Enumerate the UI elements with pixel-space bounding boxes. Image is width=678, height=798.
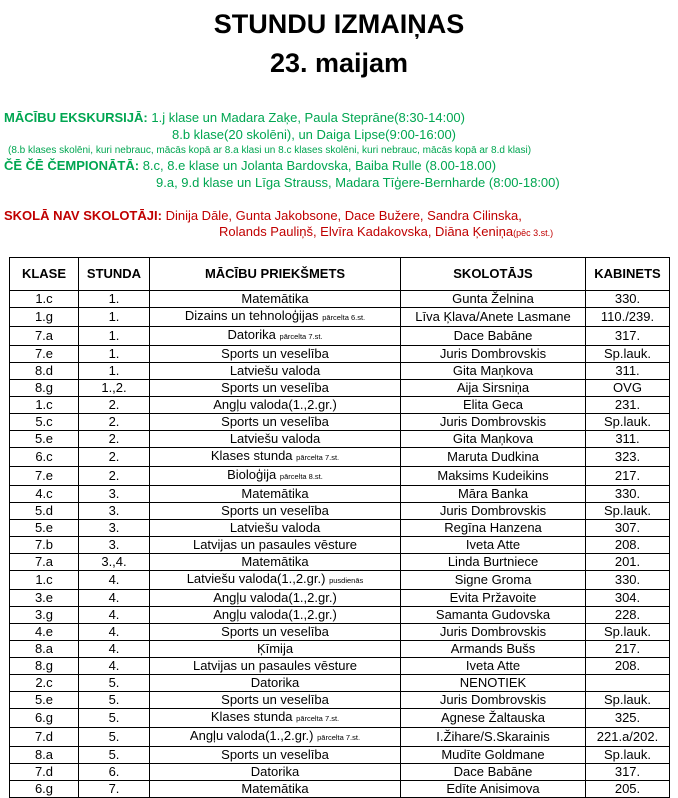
absent-text-1: Dinija Dāle, Gunta Jakobsone, Dace Bužere, Sandra Cilinska, (165, 208, 522, 223)
cell-stunda: 2. (79, 467, 150, 486)
subject-text: Klases stunda (210, 448, 293, 463)
cell-subject (150, 728, 401, 747)
subject-text: Sports un veselība (221, 414, 329, 429)
cell-stunda: 6. (79, 764, 150, 781)
cell-klase: 5.c (10, 414, 79, 431)
cell-klase: 2.c (10, 675, 79, 692)
cell-klase: 6.g (10, 781, 79, 798)
subject-note: pārcelta 8.st. (279, 472, 323, 481)
cell-room: 304. (586, 590, 670, 607)
cell-subject (150, 486, 401, 503)
table-row (10, 291, 670, 308)
cell-stunda: 1. (79, 346, 150, 363)
cell-stunda: 5. (79, 728, 150, 747)
cell-teacher: Dace Babāne (401, 327, 586, 346)
page-title: STUNDU IZMAIŅAS (213, 9, 465, 39)
cell-room: 307. (586, 520, 670, 537)
cell-klase: 1.g (10, 308, 79, 327)
cell-room: Sp.lauk. (586, 414, 670, 431)
subject-text: Datorika (227, 327, 276, 342)
cell-teacher: Maruta Dudkina (401, 448, 586, 467)
subject-note: pārcelta 6.st. (322, 313, 366, 322)
cell-teacher: Gita Maņkova (401, 431, 586, 448)
cell-subject (150, 658, 401, 675)
cell-stunda: 3. (79, 503, 150, 520)
cell-stunda: 3.,4. (79, 554, 150, 571)
cell-klase: 8.g (10, 658, 79, 675)
cell-room (586, 675, 670, 692)
cell-klase: 7.b (10, 537, 79, 554)
subject-note: pārcelta 7.st. (317, 733, 361, 742)
championship-text-2: 9.a, 9.d klase un Līga Strauss, Madara Tīģere-Bernharde (8:00-18:00) (156, 175, 560, 190)
cell-klase: 3.g (10, 607, 79, 624)
changes-table (9, 257, 670, 798)
subject-note: pārcelta 7.st. (279, 332, 323, 341)
table-row (10, 554, 670, 571)
cell-klase: 6.g (10, 709, 79, 728)
cell-klase: 7.d (10, 728, 79, 747)
table-row (10, 781, 670, 798)
excursion-line-1 (4, 110, 465, 126)
cell-room: 228. (586, 607, 670, 624)
cell-stunda: 4. (79, 590, 150, 607)
cell-klase: 3.e (10, 590, 79, 607)
cell-subject (150, 448, 401, 467)
cell-room: Sp.lauk. (586, 692, 670, 709)
cell-stunda: 5. (79, 692, 150, 709)
subject-text: Bioloģija (227, 467, 277, 482)
cell-stunda: 1. (79, 308, 150, 327)
cell-room: 317. (586, 764, 670, 781)
cell-room: 231. (586, 397, 670, 414)
cell-room: 325. (586, 709, 670, 728)
cell-teacher: Mudīte Goldmane (401, 747, 586, 764)
cell-klase: 8.a (10, 641, 79, 658)
cell-teacher: Edīte Anisimova (401, 781, 586, 798)
cell-stunda: 3. (79, 486, 150, 503)
absent-text-2: Rolands Pauliņš, Elvīra Kadakovska, Diāna Ķeniņa (219, 224, 514, 239)
header-subject: MĀCĪBU PRIEKŠMETS (150, 258, 401, 291)
table-row (10, 486, 670, 503)
cell-subject (150, 431, 401, 448)
cell-teacher: Līva Ķlava/Anete Lasmane (401, 308, 586, 327)
subject-note: pārcelta 7.st. (296, 453, 340, 462)
cell-room: 311. (586, 431, 670, 448)
cell-room: 330. (586, 571, 670, 590)
subject-text: Sports un veselība (221, 346, 329, 361)
cell-teacher: Gita Maņkova (401, 363, 586, 380)
cell-klase: 7.e (10, 467, 79, 486)
subject-text: Dizains un tehnoloģijas (184, 308, 319, 323)
cell-stunda: 4. (79, 607, 150, 624)
table-row (10, 397, 670, 414)
cell-subject (150, 467, 401, 486)
subject-text: Latviešu valoda (229, 431, 321, 446)
cell-klase: 8.a (10, 747, 79, 764)
cell-stunda: 1.,2. (79, 380, 150, 397)
subject-text: Angļu valoda(1.,2.gr.) (213, 590, 337, 605)
cell-subject (150, 571, 401, 590)
cell-subject (150, 554, 401, 571)
table-row (10, 658, 670, 675)
cell-teacher: Elita Geca (401, 397, 586, 414)
table-row (10, 467, 670, 486)
cell-room: 110./239. (586, 308, 670, 327)
cell-stunda: 4. (79, 658, 150, 675)
cell-teacher: Juris Dombrovskis (401, 414, 586, 431)
absent-line-2 (219, 224, 553, 241)
table-row (10, 607, 670, 624)
cell-subject (150, 624, 401, 641)
cell-subject (150, 346, 401, 363)
cell-subject (150, 520, 401, 537)
subject-text: Matemātika (241, 554, 309, 569)
cell-room: 330. (586, 291, 670, 308)
cell-teacher: Regīna Hanzena (401, 520, 586, 537)
cell-teacher: Agnese Žaltauska (401, 709, 586, 728)
excursion-text-2: 8.b klase(20 skolēni), un Daiga Lipse(9:00-16:00) (172, 127, 457, 142)
cell-stunda: 7. (79, 781, 150, 798)
cell-room: Sp.lauk. (586, 624, 670, 641)
cell-klase: 1.c (10, 291, 79, 308)
cell-teacher: Armands Bušs (401, 641, 586, 658)
subject-text: Datorika (250, 675, 300, 690)
header-teacher: SKOLOTĀJS (401, 258, 586, 291)
header-stunda: STUNDA (79, 258, 150, 291)
cell-klase: 1.c (10, 397, 79, 414)
cell-stunda: 1. (79, 291, 150, 308)
cell-teacher: Linda Burtniece (401, 554, 586, 571)
subject-text: Sports un veselība (221, 692, 329, 707)
cell-stunda: 2. (79, 448, 150, 467)
cell-stunda: 2. (79, 431, 150, 448)
subject-text: Latviešu valoda (229, 363, 321, 378)
header-room: KABINETS (586, 258, 670, 291)
cell-room: 330. (586, 486, 670, 503)
cell-teacher: Evita Pržavoite (401, 590, 586, 607)
cell-stunda: 5. (79, 675, 150, 692)
cell-stunda: 5. (79, 747, 150, 764)
cell-teacher: I.Žihare/S.Skarainis (401, 728, 586, 747)
cell-stunda: 2. (79, 397, 150, 414)
cell-teacher: Iveta Atte (401, 537, 586, 554)
table-header-row (10, 258, 670, 291)
subject-note: pārcelta 7.st. (296, 714, 340, 723)
table-row (10, 308, 670, 327)
subject-text: Latviešu valoda (229, 520, 321, 535)
cell-subject (150, 675, 401, 692)
subject-text: Angļu valoda(1.,2.gr.) (213, 607, 337, 622)
table-row (10, 709, 670, 728)
subject-text: Matemātika (241, 291, 309, 306)
cell-stunda: 4. (79, 571, 150, 590)
cell-room: Sp.lauk. (586, 747, 670, 764)
table-row (10, 728, 670, 747)
cell-teacher: Dace Babāne (401, 764, 586, 781)
cell-teacher: Juris Dombrovskis (401, 624, 586, 641)
excursion-text-1: 1.j klase un Madara Zaķe, Paula Steprāne(8:30-14:00) (151, 110, 465, 125)
table-row (10, 346, 670, 363)
cell-room: 208. (586, 658, 670, 675)
cell-subject (150, 709, 401, 728)
cell-subject (150, 308, 401, 327)
championship-label: ČĒ ČĒ ČEMPIONĀTĀ: (4, 158, 140, 173)
cell-teacher: Samanta Gudovska (401, 607, 586, 624)
cell-subject (150, 607, 401, 624)
cell-subject (150, 397, 401, 414)
table-row (10, 431, 670, 448)
cell-room: 221.a/202. (586, 728, 670, 747)
table-row (10, 571, 670, 590)
cell-subject (150, 641, 401, 658)
cell-teacher: Juris Dombrovskis (401, 503, 586, 520)
cell-subject (150, 414, 401, 431)
cell-teacher: Maksims Kudeikins (401, 467, 586, 486)
subject-text: Sports un veselība (221, 380, 329, 395)
cell-subject (150, 327, 401, 346)
cell-room: Sp.lauk. (586, 503, 670, 520)
cell-stunda: 1. (79, 363, 150, 380)
cell-klase: 4.e (10, 624, 79, 641)
table-row (10, 747, 670, 764)
cell-subject (150, 590, 401, 607)
championship-text-1: 8.c, 8.e klase un Jolanta Bardovska, Baiba Rulle (8.00-18.00) (142, 158, 497, 173)
cell-klase: 5.e (10, 431, 79, 448)
cell-klase: 5.e (10, 692, 79, 709)
cell-room: Sp.lauk. (586, 346, 670, 363)
cell-stunda: 4. (79, 641, 150, 658)
subject-text: Sports un veselība (221, 503, 329, 518)
page-date: 23. maijam (269, 48, 409, 78)
absent-line-1 (4, 208, 522, 224)
subject-text: Latviešu valoda(1.,2.gr.) (186, 571, 326, 586)
excursion-label: MĀCĪBU EKSKURSIJĀ: (4, 110, 148, 125)
table-row (10, 327, 670, 346)
table-row (10, 503, 670, 520)
cell-subject (150, 363, 401, 380)
cell-room: 208. (586, 537, 670, 554)
table-row (10, 448, 670, 467)
cell-klase: 5.e (10, 520, 79, 537)
subject-text: Latvijas un pasaules vēsture (192, 537, 358, 552)
subject-note: pusdienās (329, 576, 364, 585)
subject-text: Latvijas un pasaules vēsture (192, 658, 358, 673)
cell-klase: 5.d (10, 503, 79, 520)
cell-room: 311. (586, 363, 670, 380)
cell-teacher: Juris Dombrovskis (401, 692, 586, 709)
cell-room: 201. (586, 554, 670, 571)
table-row (10, 520, 670, 537)
cell-teacher: Aija Sirsniņa (401, 380, 586, 397)
table-row (10, 675, 670, 692)
excursion-text-3: (8.b klases skolēni, kuri nebrauc, mācās kopā ar 8.a klasi un 8.c klases skolēni, kuri nebrauc, mācās kopā ar 8.d klasi) (8, 145, 532, 156)
cell-klase: 6.c (10, 448, 79, 467)
subject-text: Sports un veselība (221, 747, 329, 762)
cell-subject (150, 291, 401, 308)
cell-teacher: Juris Dombrovskis (401, 346, 586, 363)
cell-stunda: 3. (79, 520, 150, 537)
cell-stunda: 2. (79, 414, 150, 431)
cell-klase: 7.a (10, 554, 79, 571)
table-row (10, 537, 670, 554)
cell-klase: 7.e (10, 346, 79, 363)
table-row (10, 641, 670, 658)
subject-text: Matemātika (241, 781, 309, 796)
cell-klase: 1.c (10, 571, 79, 590)
subject-text: Matemātika (241, 486, 309, 501)
cell-subject (150, 503, 401, 520)
cell-teacher: Signe Groma (401, 571, 586, 590)
cell-room: 217. (586, 467, 670, 486)
cell-stunda: 3. (79, 537, 150, 554)
cell-room: 323. (586, 448, 670, 467)
header-klase: KLASE (10, 258, 79, 291)
cell-room: 205. (586, 781, 670, 798)
cell-klase: 8.d (10, 363, 79, 380)
cell-subject (150, 380, 401, 397)
table-row (10, 363, 670, 380)
subject-text: Angļu valoda(1.,2.gr.) (213, 397, 337, 412)
cell-stunda: 4. (79, 624, 150, 641)
cell-subject (150, 781, 401, 798)
absent-note: (pēc 3.st.) (513, 228, 554, 238)
cell-klase: 8.g (10, 380, 79, 397)
subject-text: Sports un veselība (221, 624, 329, 639)
cell-stunda: 5. (79, 709, 150, 728)
table-row (10, 764, 670, 781)
cell-stunda: 1. (79, 327, 150, 346)
cell-teacher: Gunta Želnina (401, 291, 586, 308)
subject-text: Angļu valoda(1.,2.gr.) (189, 728, 314, 743)
cell-room: 317. (586, 327, 670, 346)
cell-room: 217. (586, 641, 670, 658)
cell-klase: 7.a (10, 327, 79, 346)
cell-subject (150, 537, 401, 554)
cell-subject (150, 692, 401, 709)
table-row (10, 692, 670, 709)
table-row (10, 380, 670, 397)
cell-teacher: NENOTIEK (401, 675, 586, 692)
subject-text: Datorika (250, 764, 300, 779)
cell-klase: 4.c (10, 486, 79, 503)
cell-subject (150, 747, 401, 764)
cell-teacher: Māra Banka (401, 486, 586, 503)
cell-klase: 7.d (10, 764, 79, 781)
cell-subject (150, 764, 401, 781)
cell-teacher: Iveta Atte (401, 658, 586, 675)
absent-label: SKOLĀ NAV SKOLOTĀJI: (4, 208, 162, 223)
subject-text: Ķīmija (256, 641, 294, 656)
cell-room: OVG (586, 380, 670, 397)
table-row (10, 590, 670, 607)
table-row (10, 624, 670, 641)
subject-text: Klases stunda (210, 709, 293, 724)
table-row (10, 414, 670, 431)
championship-line-1 (4, 158, 496, 174)
